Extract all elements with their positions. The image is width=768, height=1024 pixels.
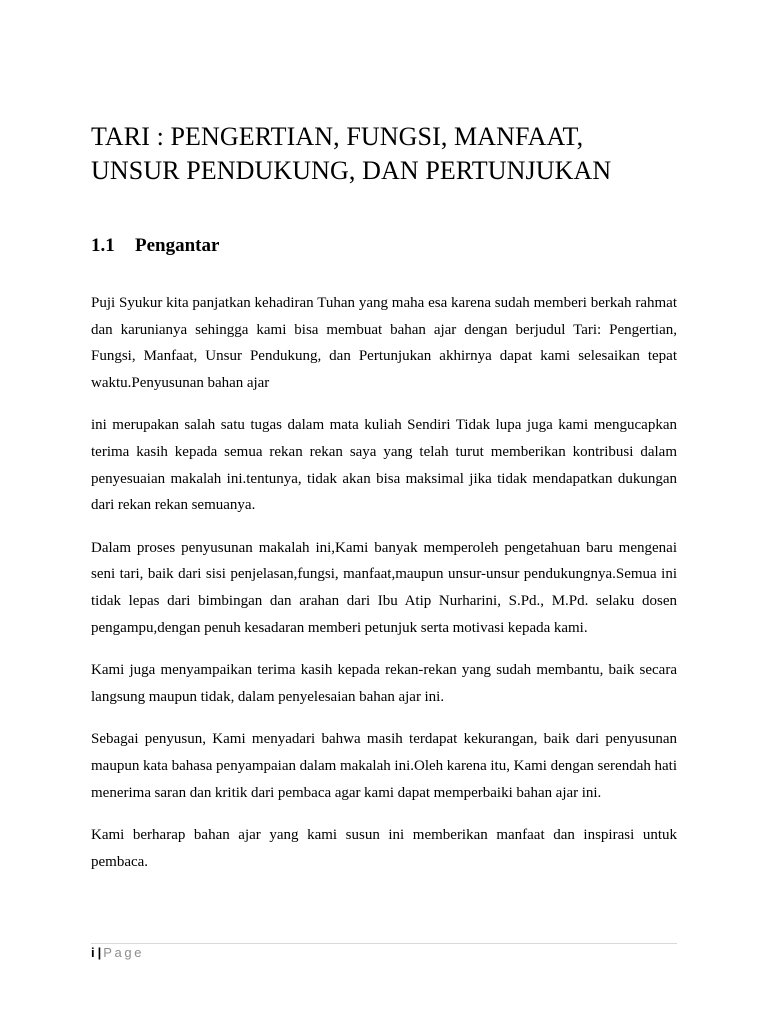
paragraph-1: Puji Syukur kita panjatkan kehadiran Tuhan yang maha esa karena sudah memberi berkah rahmat dan karunianya sehingga kami bisa membuat bahan ajar dengan berjudul Tari: Pengertian, Fungsi, Manfaat, Unsur Pendukung, dan Pertunjukan akhirnya dapat kami selesaikan tepat waktu.Penyusunan bahan ajar — [91, 295, 677, 391]
document-title-line-2: UNSUR PENDUKUNG, DAN PERTUNJUKAN — [91, 156, 612, 185]
footer-page-number: i — [91, 945, 95, 960]
document-title — [91, 120, 691, 188]
footer-divider — [91, 943, 677, 944]
section-number: 1.1 — [91, 235, 115, 256]
body-text — [91, 290, 677, 891]
paragraph-2: ini merupakan salah satu tugas dalam mata kuliah Sendiri Tidak lupa juga kami mengucapkan terima kasih kepada semua rekan rekan saya yang telah turut memberikan kontribusi dalam penyesuaian makalah ini.tentunya, tidak akan bisa maksimal jika tidak mendapatkan dukungan dari rekan rekan semuanya. — [91, 417, 677, 514]
paragraph-6: Kami berharap bahan ajar yang kami susun ini memberikan manfaat dan inspirasi untuk pembaca. — [91, 827, 677, 870]
page-footer — [91, 944, 144, 962]
paragraph-3: Dalam proses penyusunan makalah ini,Kami banyak memperoleh pengetahuan baru mengenai seni tari, baik dari sisi penjelasan,fungsi, manfaat,maupun unsur-unsur pendukungnya.Semua ini tidak lepas dari bimbingan dan arahan dari Ibu Atip Nurharini, S.Pd., M.Pd. selaku dosen pengampu,dengan penuh kesadaran memberi petunjuk serta motivasi kepada kami. — [91, 539, 677, 636]
paragraph-4: Kami juga menyampaikan terima kasih kepada rekan-rekan yang sudah membantu, baik secara langsung maupun tidak, dalam penyelesaian bahan ajar ini. — [91, 662, 677, 705]
footer-separator: | — [97, 945, 102, 960]
section-title: Pengantar — [135, 235, 220, 256]
footer-page-label: Page — [103, 945, 145, 960]
section-heading — [91, 234, 219, 258]
document-title-line-1: TARI : PENGERTIAN, FUNGSI, MANFAAT, — [91, 122, 584, 151]
paragraph-5: Sebagai penyusun, Kami menyadari bahwa masih terdapat kekurangan, baik dari penyusunan maupun kata bahasa penyampaian dalam makalah ini.Oleh karena itu, Kami dengan serendah hati menerima saran dan kritik dari pembaca agar kami dapat memperbaiki bahan ajar ini. — [91, 731, 677, 801]
